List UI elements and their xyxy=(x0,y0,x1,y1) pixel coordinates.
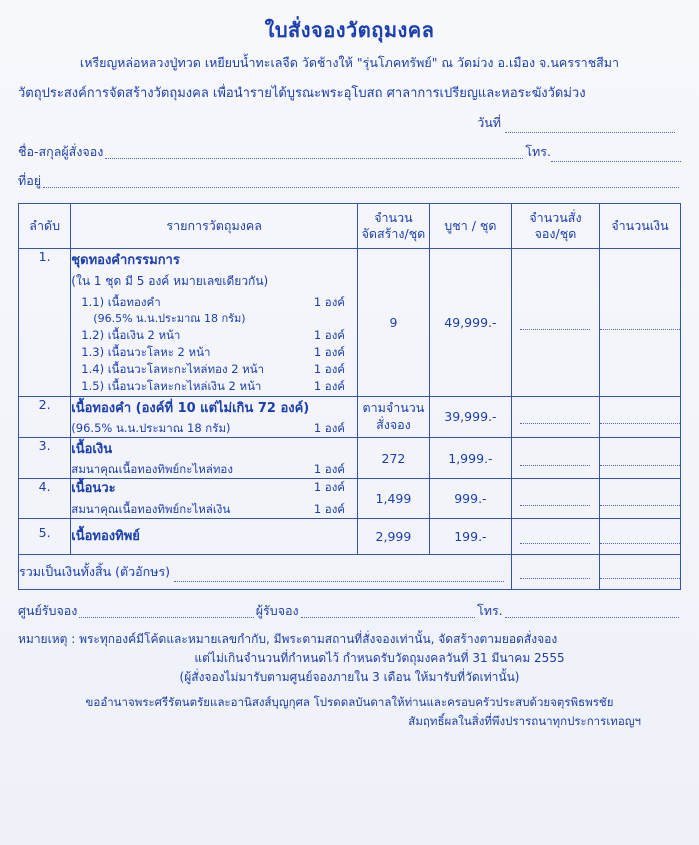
address-label: ที่อยู่ xyxy=(18,173,42,188)
row-item-label: 1.2) เนื้อเงิน 2 หน้า xyxy=(81,327,181,342)
blessing-line-2: สัมฤทธิ์ผลในสิ่งที่พึงปรารถนาทุกประการเทอญฯ xyxy=(408,713,641,728)
header-qty-line2: จัดสร้าง/ชุด xyxy=(361,226,426,241)
row-main-text: เนื้อเงิน xyxy=(71,441,113,457)
row-amount-input[interactable] xyxy=(600,479,681,519)
row-description xyxy=(71,479,358,519)
header-amount: จำนวนเงิน xyxy=(600,204,681,249)
footer-phone-input[interactable] xyxy=(505,617,679,618)
header-order-line2: จอง/ชุด xyxy=(534,226,577,241)
row-item-qty: 1 องค์ xyxy=(313,327,345,342)
total-row xyxy=(19,554,681,589)
row-item xyxy=(71,501,357,518)
row-item-qty: 1 องค์ xyxy=(313,420,345,435)
row-item xyxy=(81,361,357,378)
row-order-input[interactable] xyxy=(511,518,599,554)
header-order-line1: จำนวนสั่ง xyxy=(529,210,582,226)
row-qty xyxy=(358,396,430,437)
row-item-label: 1.3) เนื้อนวะโลหะ 2 หน้า xyxy=(81,344,211,359)
row-qty: 2,999 xyxy=(358,518,430,554)
row-qty-line1: ตามจำนวน xyxy=(362,399,425,415)
header-qty-line1: จำนวน xyxy=(374,210,413,226)
header-price: บูชา / ชุด xyxy=(429,204,511,249)
remark-line-2: แต่ไม่เกินจำนวนที่กำหนดไว้ กำหนดรับวัตถุมงคลวันที่ 31 มีนาคม 2555 xyxy=(194,651,565,666)
receiver-input[interactable] xyxy=(301,617,475,618)
row-qty: 9 xyxy=(358,249,430,397)
row-description xyxy=(71,249,358,397)
subtitle: เหรียญหล่อหลวงปู่ทวด เหยียบน้ำทะเลจืด วัดช้างให้ "รุ่นโภคทรัพย์" ณ วัดม่วง อ.เมือง จ.นครราชสีมา xyxy=(79,55,620,70)
row-item-qty: 1 องค์ xyxy=(313,295,345,309)
row-main-line xyxy=(71,479,357,501)
header-no: ลำดับ xyxy=(19,204,71,249)
row-item xyxy=(71,461,357,478)
row-item xyxy=(81,327,357,344)
phone-input[interactable] xyxy=(551,148,681,162)
remark-line-3: (ผู้สั่งจองไม่มารับตามศูนย์จองภายใน 3 เดือน ให้มารับที่วัดเท่านั้น) xyxy=(179,670,520,685)
row-item-label: 1.5) เนื้อนวะโลหะกะไหล่เงิน 2 หน้า xyxy=(81,379,262,394)
row-qty: 1,499 xyxy=(358,479,430,519)
table-row xyxy=(19,249,681,397)
total-label-cell xyxy=(19,554,512,589)
row-item xyxy=(71,420,357,437)
purpose-text: วัตถุประสงค์การจัดสร้างวัตถุมงคล เพื่อนำรายได้บูรณะพระอุโบสถ ศาลาการเปรียญและหอระฆังวัดม่วง xyxy=(18,86,586,101)
row-item-label: สมนาคุณเนื้อทองทิพย์กะไหล่ทอง xyxy=(71,461,233,476)
row-item-label: 1.1) เนื้อทองคำ xyxy=(81,295,161,309)
row-item-label: 1.4) เนื้อนวะโลหะกะไหล่ทอง 2 หน้า xyxy=(81,362,265,377)
date-field-row xyxy=(18,113,681,133)
row-item xyxy=(81,378,357,395)
remark-block xyxy=(18,630,681,688)
footer-phone-label: โทร. xyxy=(477,602,503,618)
page-title: ใบสั่งจองวัตถุมงคล xyxy=(264,18,435,42)
row-item-label: สมนาคุณเนื้อทองทิพย์กะไหล่เงิน xyxy=(71,501,231,516)
phone-label: โทร. xyxy=(525,144,551,159)
row-no: 3. xyxy=(19,437,71,478)
row-no: 5. xyxy=(19,518,71,554)
row-item-qty: 1 องค์ xyxy=(313,461,345,476)
total-amount-input[interactable] xyxy=(600,554,681,589)
row-description xyxy=(71,437,358,478)
row-qty-line2: สั่งจอง xyxy=(376,416,411,432)
row-price: 1,999.- xyxy=(429,437,511,478)
receiver-label: ผู้รับจอง xyxy=(255,602,299,618)
row-order-input[interactable] xyxy=(511,396,599,437)
row-order-input[interactable] xyxy=(511,437,599,478)
address-field-row xyxy=(18,171,681,191)
table-row xyxy=(19,437,681,478)
row-item-qty: 1 องค์ xyxy=(313,379,345,394)
row-description xyxy=(71,518,358,554)
header-qty xyxy=(358,204,430,249)
row-main-text: เนื้อทองคำ (องค์ที่ 10 แต่ไม่เกิน 72 องค์) xyxy=(71,400,310,416)
row-amount-input[interactable] xyxy=(600,249,681,397)
row-amount-input[interactable] xyxy=(600,396,681,437)
row-main-text: ชุดทองคำกรรมการ xyxy=(71,253,180,268)
row-no: 1. xyxy=(19,249,71,397)
row-main-text: เนื้อนวะ xyxy=(71,481,116,497)
row-price: 39,999.- xyxy=(429,396,511,437)
date-input[interactable] xyxy=(505,119,675,133)
row-item xyxy=(81,344,357,361)
row-amount-input[interactable] xyxy=(600,518,681,554)
row-price: 49,999.- xyxy=(429,249,511,397)
row-note: (96.5% น.น.ประมาณ 18 กรัม) xyxy=(93,312,246,326)
footer-signature-row xyxy=(18,601,681,621)
row-price: 199.- xyxy=(429,518,511,554)
table-row xyxy=(19,518,681,554)
header-order xyxy=(511,204,599,249)
row-main-qty: 1 องค์ xyxy=(313,480,345,495)
row-order-input[interactable] xyxy=(511,479,599,519)
center-label: ศูนย์รับจอง xyxy=(18,602,78,618)
name-input[interactable] xyxy=(105,158,523,159)
name-field-row xyxy=(18,142,681,162)
row-item-qty: 1 องค์ xyxy=(313,501,345,516)
table-row xyxy=(19,396,681,437)
row-no: 4. xyxy=(19,479,71,519)
remark-line-1: หมายเหตุ : พระทุกองค์มีโค้ดและหมายเลขกำกับ, มีพระตามสถานที่สั่งจองเท่านั้น, จัดสร้างตามยอดสั่งจอง xyxy=(18,631,558,646)
row-item-qty: 1 องค์ xyxy=(313,344,345,359)
row-item-label: (96.5% น.น.ประมาณ 18 กรัม) xyxy=(71,420,231,435)
total-order-input[interactable] xyxy=(511,554,599,589)
row-main-text: เนื้อทองทิพย์ xyxy=(71,528,140,544)
row-sub-text: (ใน 1 ชุด มี 5 องค์ หมายเลขเดียวกัน) xyxy=(71,274,269,288)
row-amount-input[interactable] xyxy=(600,437,681,478)
address-input[interactable] xyxy=(43,187,679,188)
center-input[interactable] xyxy=(79,617,253,618)
row-item-qty: 1 องค์ xyxy=(313,362,345,377)
order-table xyxy=(18,203,681,590)
row-qty: 272 xyxy=(358,437,430,478)
header-description: รายการวัตถุมงคล xyxy=(71,204,358,249)
total-words-input[interactable] xyxy=(174,568,504,582)
total-label: รวมเป็นเงินทั้งสิ้น (ตัวอักษร) xyxy=(19,563,171,579)
table-header-row xyxy=(19,204,681,249)
row-no: 2. xyxy=(19,396,71,437)
date-label: วันที่ xyxy=(477,115,502,130)
row-item xyxy=(81,294,357,311)
row-order-input[interactable] xyxy=(511,249,599,397)
blessing-line-1: ขออำนาจพระศรีรัตนตรัยและอานิสงส์บุญกุศล โปรดดลบันดาลให้ท่านและครอบครัวประสบด้วยจตุรพิธพรชัย xyxy=(85,695,614,710)
blessing-block xyxy=(18,693,681,730)
row-price: 999.- xyxy=(429,479,511,519)
row-description xyxy=(71,396,358,437)
table-row xyxy=(19,479,681,519)
name-label: ชื่อ-สกุลผู้สั่งจอง xyxy=(18,144,104,159)
